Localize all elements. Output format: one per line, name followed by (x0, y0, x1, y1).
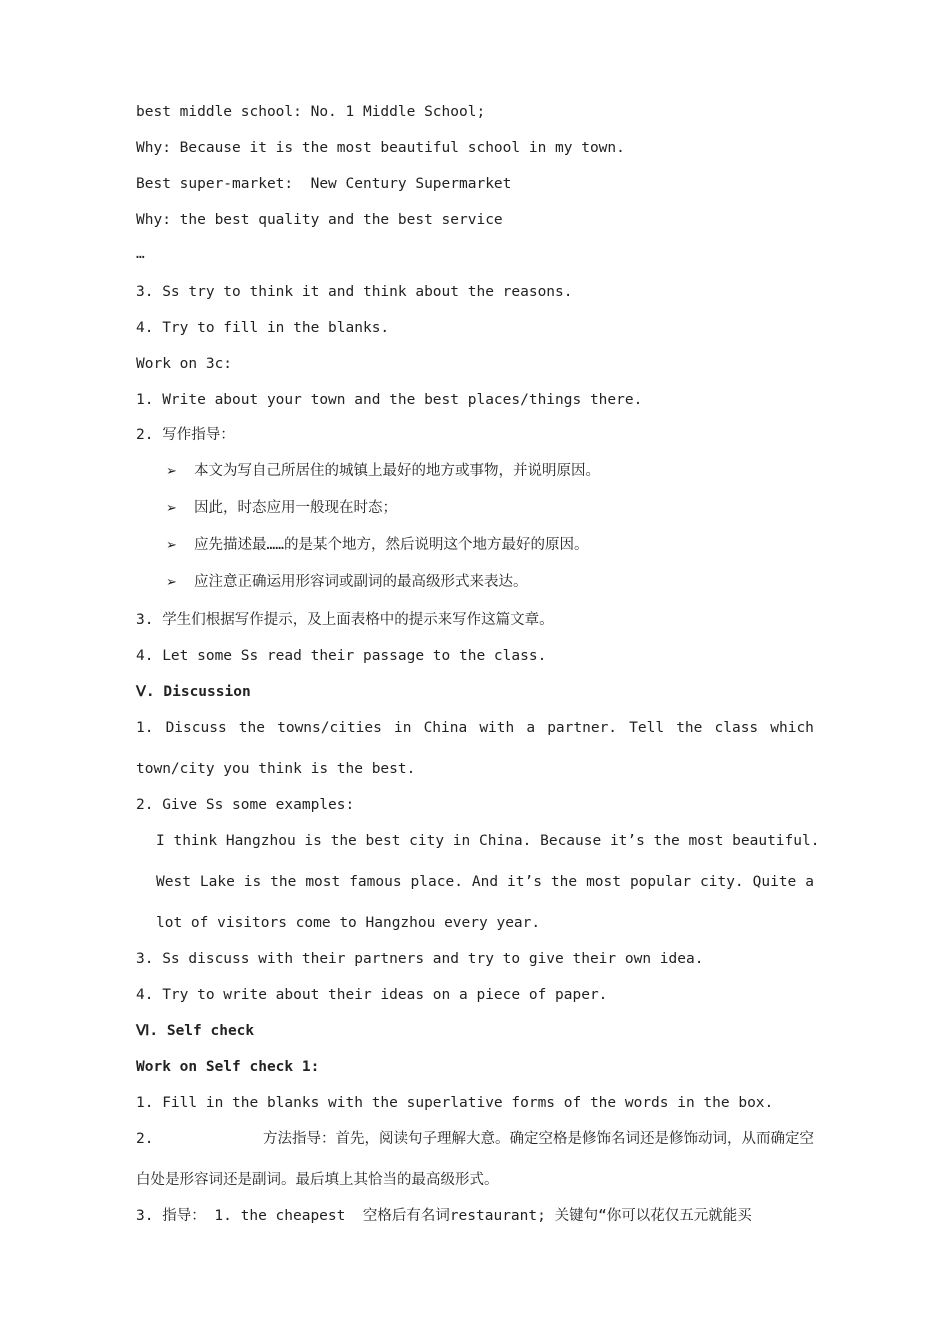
text-line: Why: Because it is the most beautiful school in my town. (136, 140, 625, 156)
text-line: 3. Ss discuss with their partners and try to give their own idea. (136, 951, 704, 967)
text-line: town/city you think is the best. (136, 761, 416, 777)
text-line: 1. Write about your town and the best places/things there. (136, 392, 643, 408)
text-line: 白处是形容词还是副词。最后填上其恰当的最高级形式。 (136, 1172, 499, 1188)
text-line: 1. Fill in the blanks with the superlative forms of the words in the box. (136, 1095, 774, 1111)
section-heading: Ⅴ. Discussion (136, 684, 251, 700)
text-line: 3. Ss try to think it and think about the reasons. (136, 284, 573, 300)
justified-line: 2. 方法指导：首先，阅读句子理解大意。确定空格是修饰名词还是修饰动词，从而确定空 (136, 1131, 814, 1147)
justified-line: West Lake is the most famous place. And it’s the most popular city. Quite a (156, 874, 814, 890)
section-heading: Ⅵ. Self check (136, 1023, 255, 1039)
example-line: lot of visitors come to Hangzhou every year. (156, 915, 541, 931)
subheading: Work on Self check 1: (136, 1059, 320, 1075)
text-line: 4. Try to write about their ideas on a piece of paper. (136, 987, 608, 1003)
text-line: 2. 写作指导： (136, 427, 235, 443)
arrow-bullet-icon: ➢ (166, 538, 177, 553)
text-line: 2. Give Ss some examples: (136, 797, 355, 813)
bullet-item: ➢ 因此，时态应用一般现在时态； (166, 498, 397, 519)
text-line: Why: the best quality and the best service (136, 212, 503, 228)
arrow-bullet-icon: ➢ (166, 575, 177, 590)
text-line: 4. Try to fill in the blanks. (136, 320, 390, 336)
bullet-item: ➢ 应注意正确运用形容词或副词的最高级形式来表达。 (166, 572, 528, 593)
arrow-bullet-icon: ➢ (166, 501, 177, 516)
text-line: best middle school: No. 1 Middle School; (136, 104, 486, 120)
example-line: I think Hangzhou is the best city in China. Because it’s the most beautiful. (156, 833, 820, 849)
text-line: 3. 学生们根据写作提示，及上面表格中的提示来写作这篇文章。 (136, 612, 554, 628)
ellipsis-line: … (136, 246, 145, 262)
arrow-bullet-icon: ➢ (166, 464, 177, 479)
subheading: Work on 3c: (136, 356, 233, 372)
text-line: Best super-market: New Century Supermarket (136, 176, 512, 192)
text-line: 3. 指导： 1. the cheapest 空格后有名词restaurant; 关键句“你可以花仅五元就能买 (136, 1208, 752, 1224)
text-line: 4. Let some Ss read their passage to the class. (136, 648, 547, 664)
bullet-item: ➢ 应先描述最……的是某个地方，然后说明这个地方最好的原因。 (166, 535, 588, 556)
justified-line: 1. Discuss the towns/cities in China with a partner. Tell the class which (136, 720, 814, 736)
bullet-item: ➢ 本文为写自己所居住的城镇上最好的地方或事物，并说明原因。 (166, 461, 600, 482)
